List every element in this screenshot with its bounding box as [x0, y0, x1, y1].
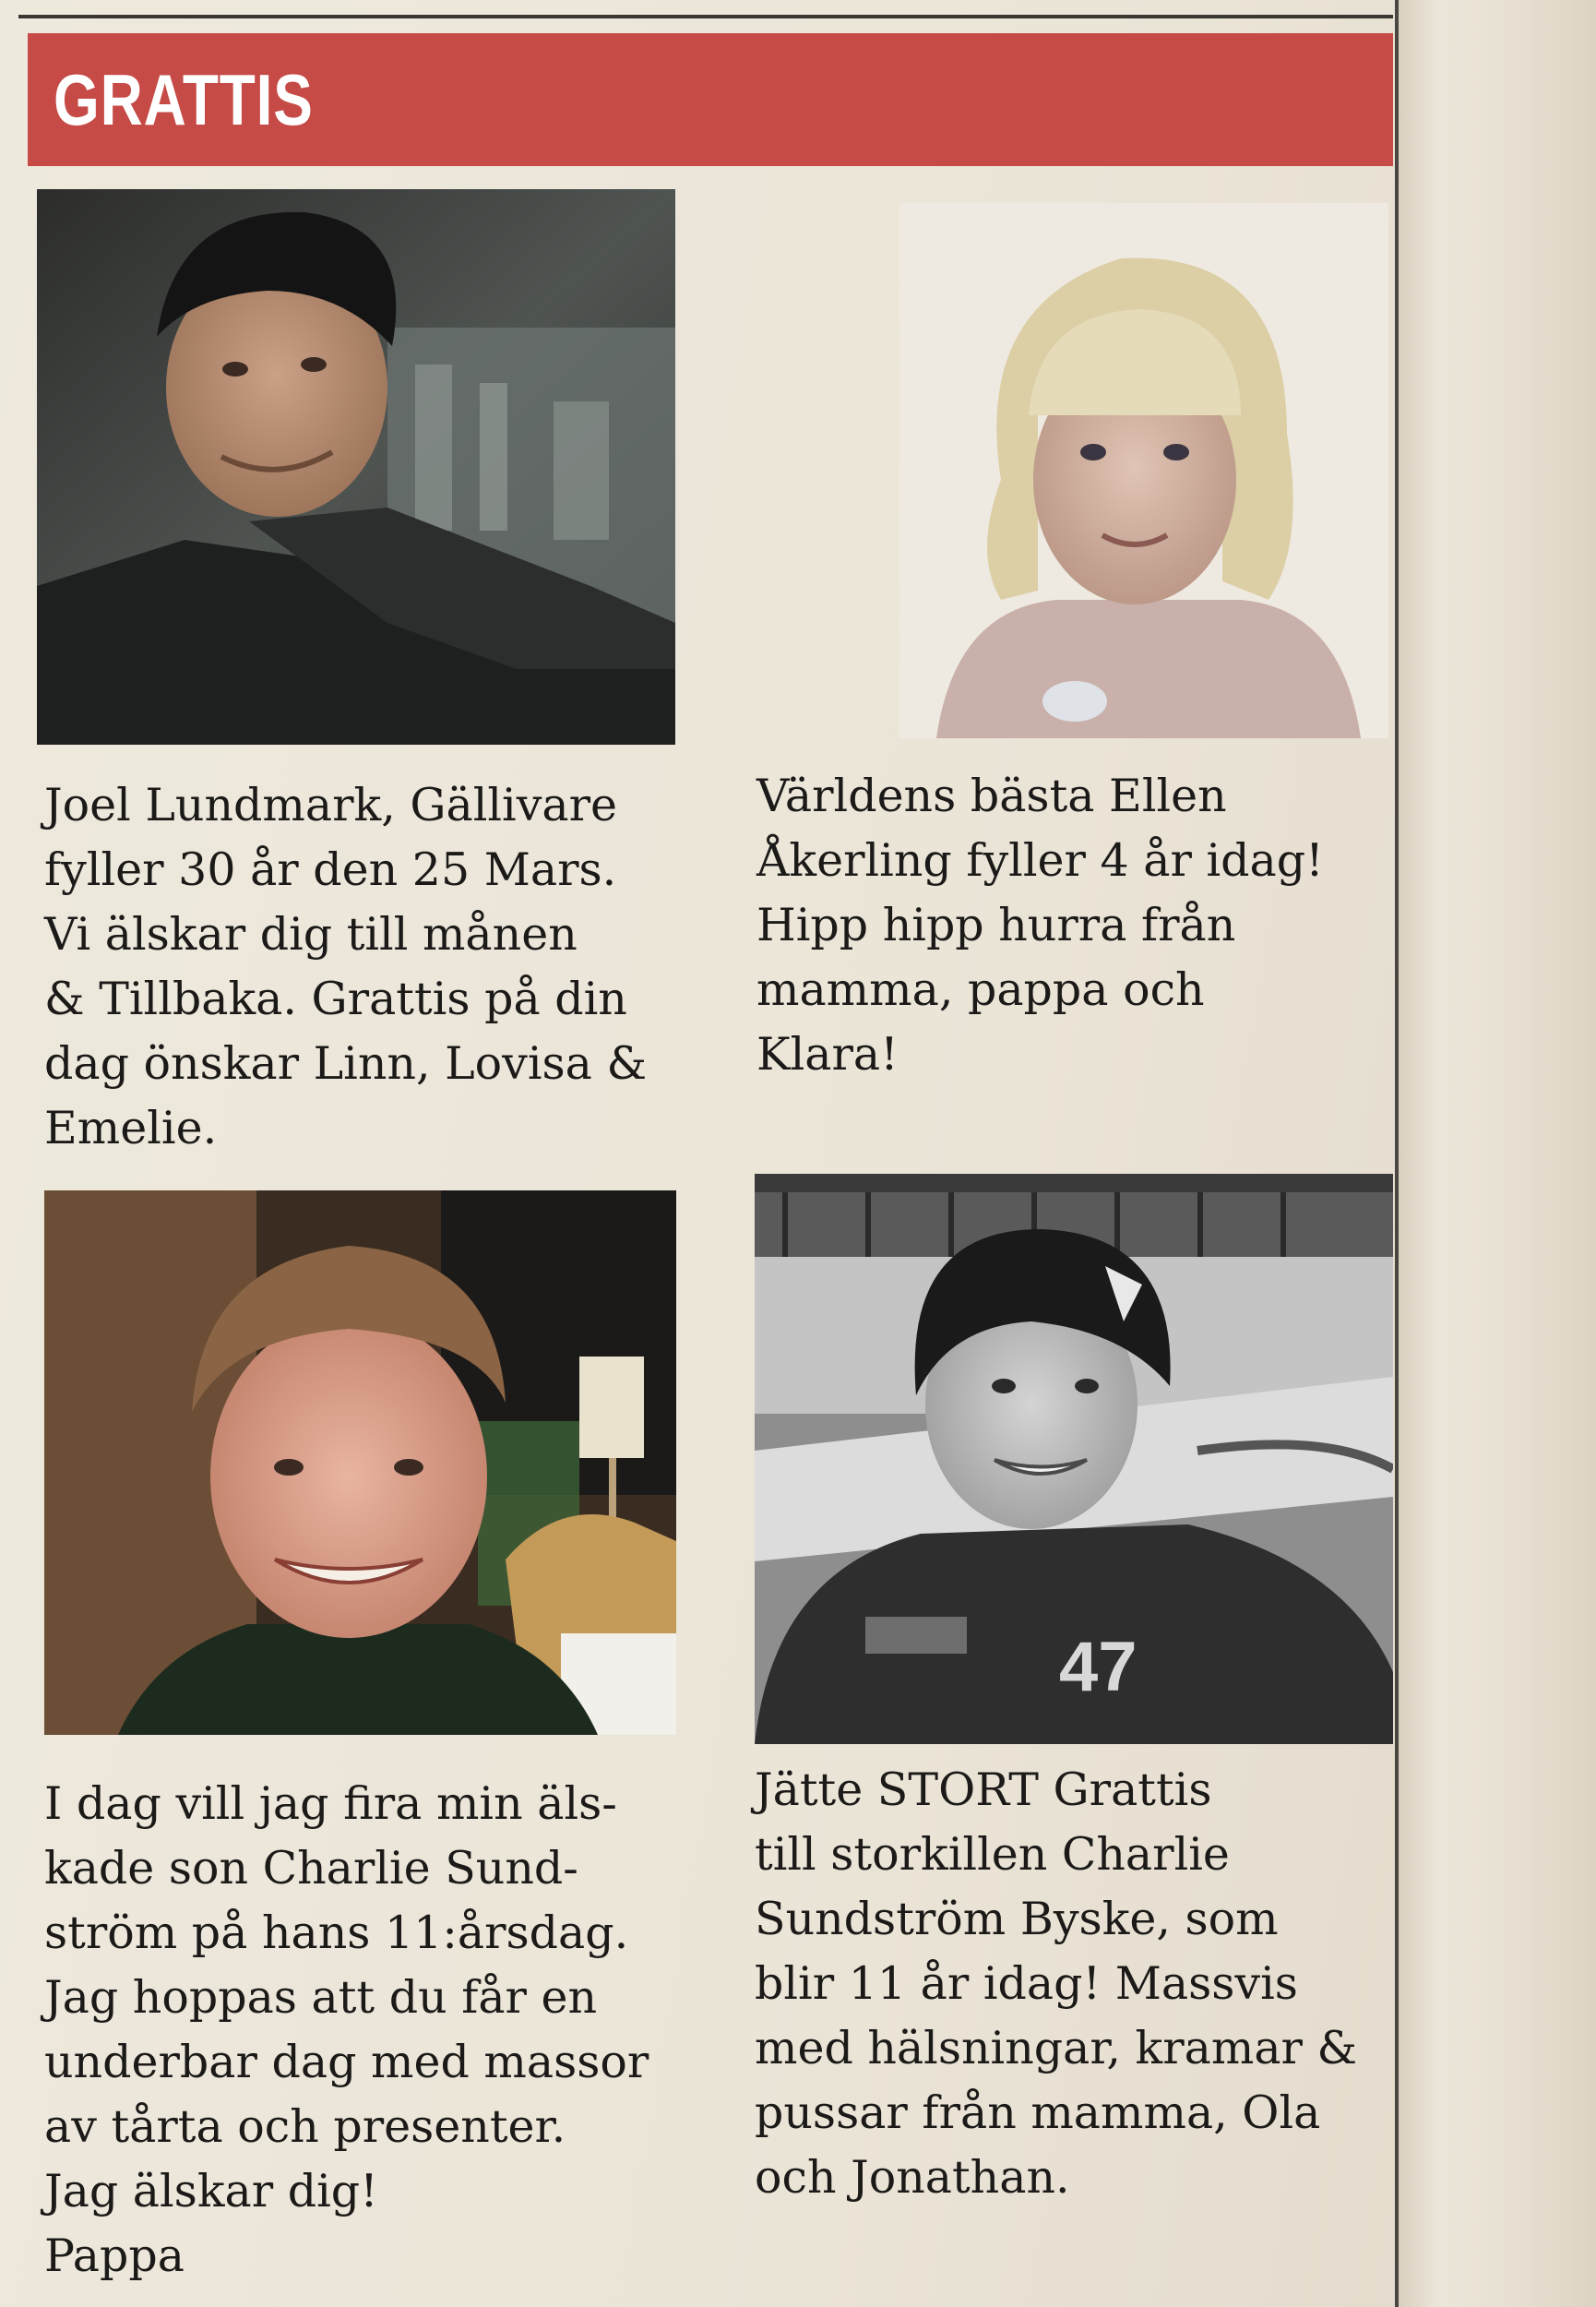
entry-line: Emelie. — [44, 1102, 218, 1154]
photo-ellen-akerling — [899, 203, 1388, 738]
entry-line: blir 11 år idag! Massvis — [755, 1957, 1298, 2010]
entry-line: Vi älskar dig till månen — [44, 908, 578, 961]
entry-line: Åkerling fyller 4 år idag! — [756, 834, 1324, 887]
photo-charlie-sundstrom-1-image — [44, 1190, 676, 1735]
entry-line: Hipp hipp hurra från — [756, 899, 1236, 951]
page-fold — [1399, 0, 1596, 2307]
photo-charlie-sundstrom-2-image — [755, 1174, 1393, 1744]
entry-joel-lundmark — [44, 773, 647, 1161]
entry-line: underbar dag med massor — [44, 2036, 649, 2088]
entry-line: fyller 30 år den 25 Mars. — [44, 843, 617, 896]
entry-line: & Tillbaka. Grattis på din — [44, 973, 627, 1025]
entry-charlie-sundstrom-pappa — [44, 1772, 649, 2289]
photo-charlie-sundstrom-1 — [44, 1190, 676, 1735]
top-rule — [18, 15, 1393, 18]
entry-line: och Jonathan. — [755, 2151, 1070, 2204]
entry-line: ström på hans 11:årsdag. — [44, 1907, 629, 1959]
entry-line: kade son Charlie Sund- — [44, 1842, 578, 1895]
entry-line: Jag älskar dig! — [44, 2165, 378, 2217]
entry-line: Jätte STORT Grattis — [755, 1763, 1212, 1816]
entry-line: Joel Lundmark, Gällivare — [44, 779, 618, 831]
entry-line: Klara! — [756, 1028, 899, 1081]
entry-ellen-akerling — [756, 764, 1324, 1087]
entry-line: med hälsningar, kramar & — [755, 2022, 1358, 2074]
entry-line: mamma, pappa och — [756, 963, 1205, 1016]
entry-line: pussar från mamma, Ola — [755, 2086, 1321, 2139]
entry-line: dag önskar Linn, Lovisa & — [44, 1037, 648, 1090]
photo-ellen-akerling-image — [899, 203, 1388, 738]
photo-joel-lundmark — [37, 189, 675, 745]
section-header — [28, 33, 1393, 166]
photo-charlie-sundstrom-2 — [755, 1174, 1393, 1744]
entry-line: Pappa — [44, 2229, 185, 2282]
entry-line: av tårta och presenter. — [44, 2100, 566, 2153]
entry-line: I dag vill jag fira min äls- — [44, 1777, 617, 1830]
entry-line: till storkillen Charlie — [755, 1828, 1230, 1881]
entry-line: Världens bästa Ellen — [756, 770, 1227, 822]
photo-joel-lundmark-image — [37, 189, 675, 745]
jacket-number: 47 — [1059, 1628, 1137, 1706]
entry-line: Sundström Byske, som — [755, 1893, 1279, 1945]
entry-line: Jag hoppas att du får en — [44, 1971, 598, 2024]
entry-charlie-sundstrom-mamma — [755, 1758, 1357, 2210]
column-rule — [1395, 0, 1399, 2307]
section-title: GRATTIS — [54, 58, 314, 140]
